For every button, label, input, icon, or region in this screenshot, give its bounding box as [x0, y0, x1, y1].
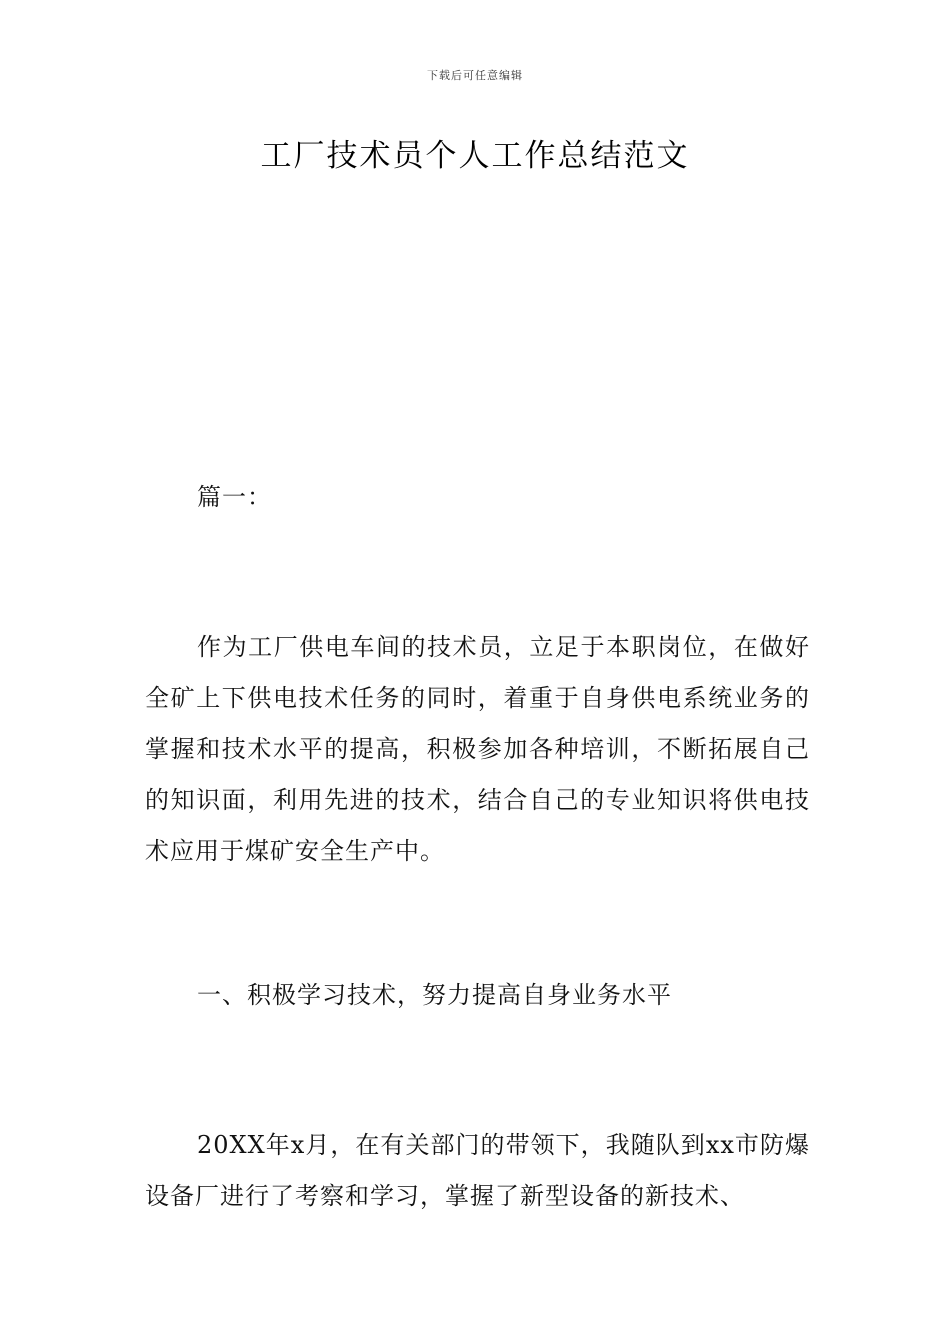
body-paragraph-2: 20XX年x月，在有关部门的带领下，我随队到xx市防爆设备厂进行了考察和学习，掌握了新型设备的新技术、	[145, 1131, 810, 1210]
header-note: 下载后可任意编辑	[427, 69, 523, 82]
body-paragraph-1: 作为工厂供电车间的技术员，立足于本职岗位，在做好全矿上下供电技术任务的同时，着重于自身供电系统业务的掌握和技术水平的提高，积极参加各种培训，不断拓展自己的知识面，利用先进的技术，结合自己的专业知识将供电技术应用于煤矿安全生产中。	[145, 633, 810, 865]
document-title: 工厂技术员个人工作总结范文	[260, 138, 690, 174]
section-label: 篇一：	[197, 483, 272, 511]
section-heading-1: 一、积极学习技术，努力提高自身业务水平	[197, 981, 672, 1009]
